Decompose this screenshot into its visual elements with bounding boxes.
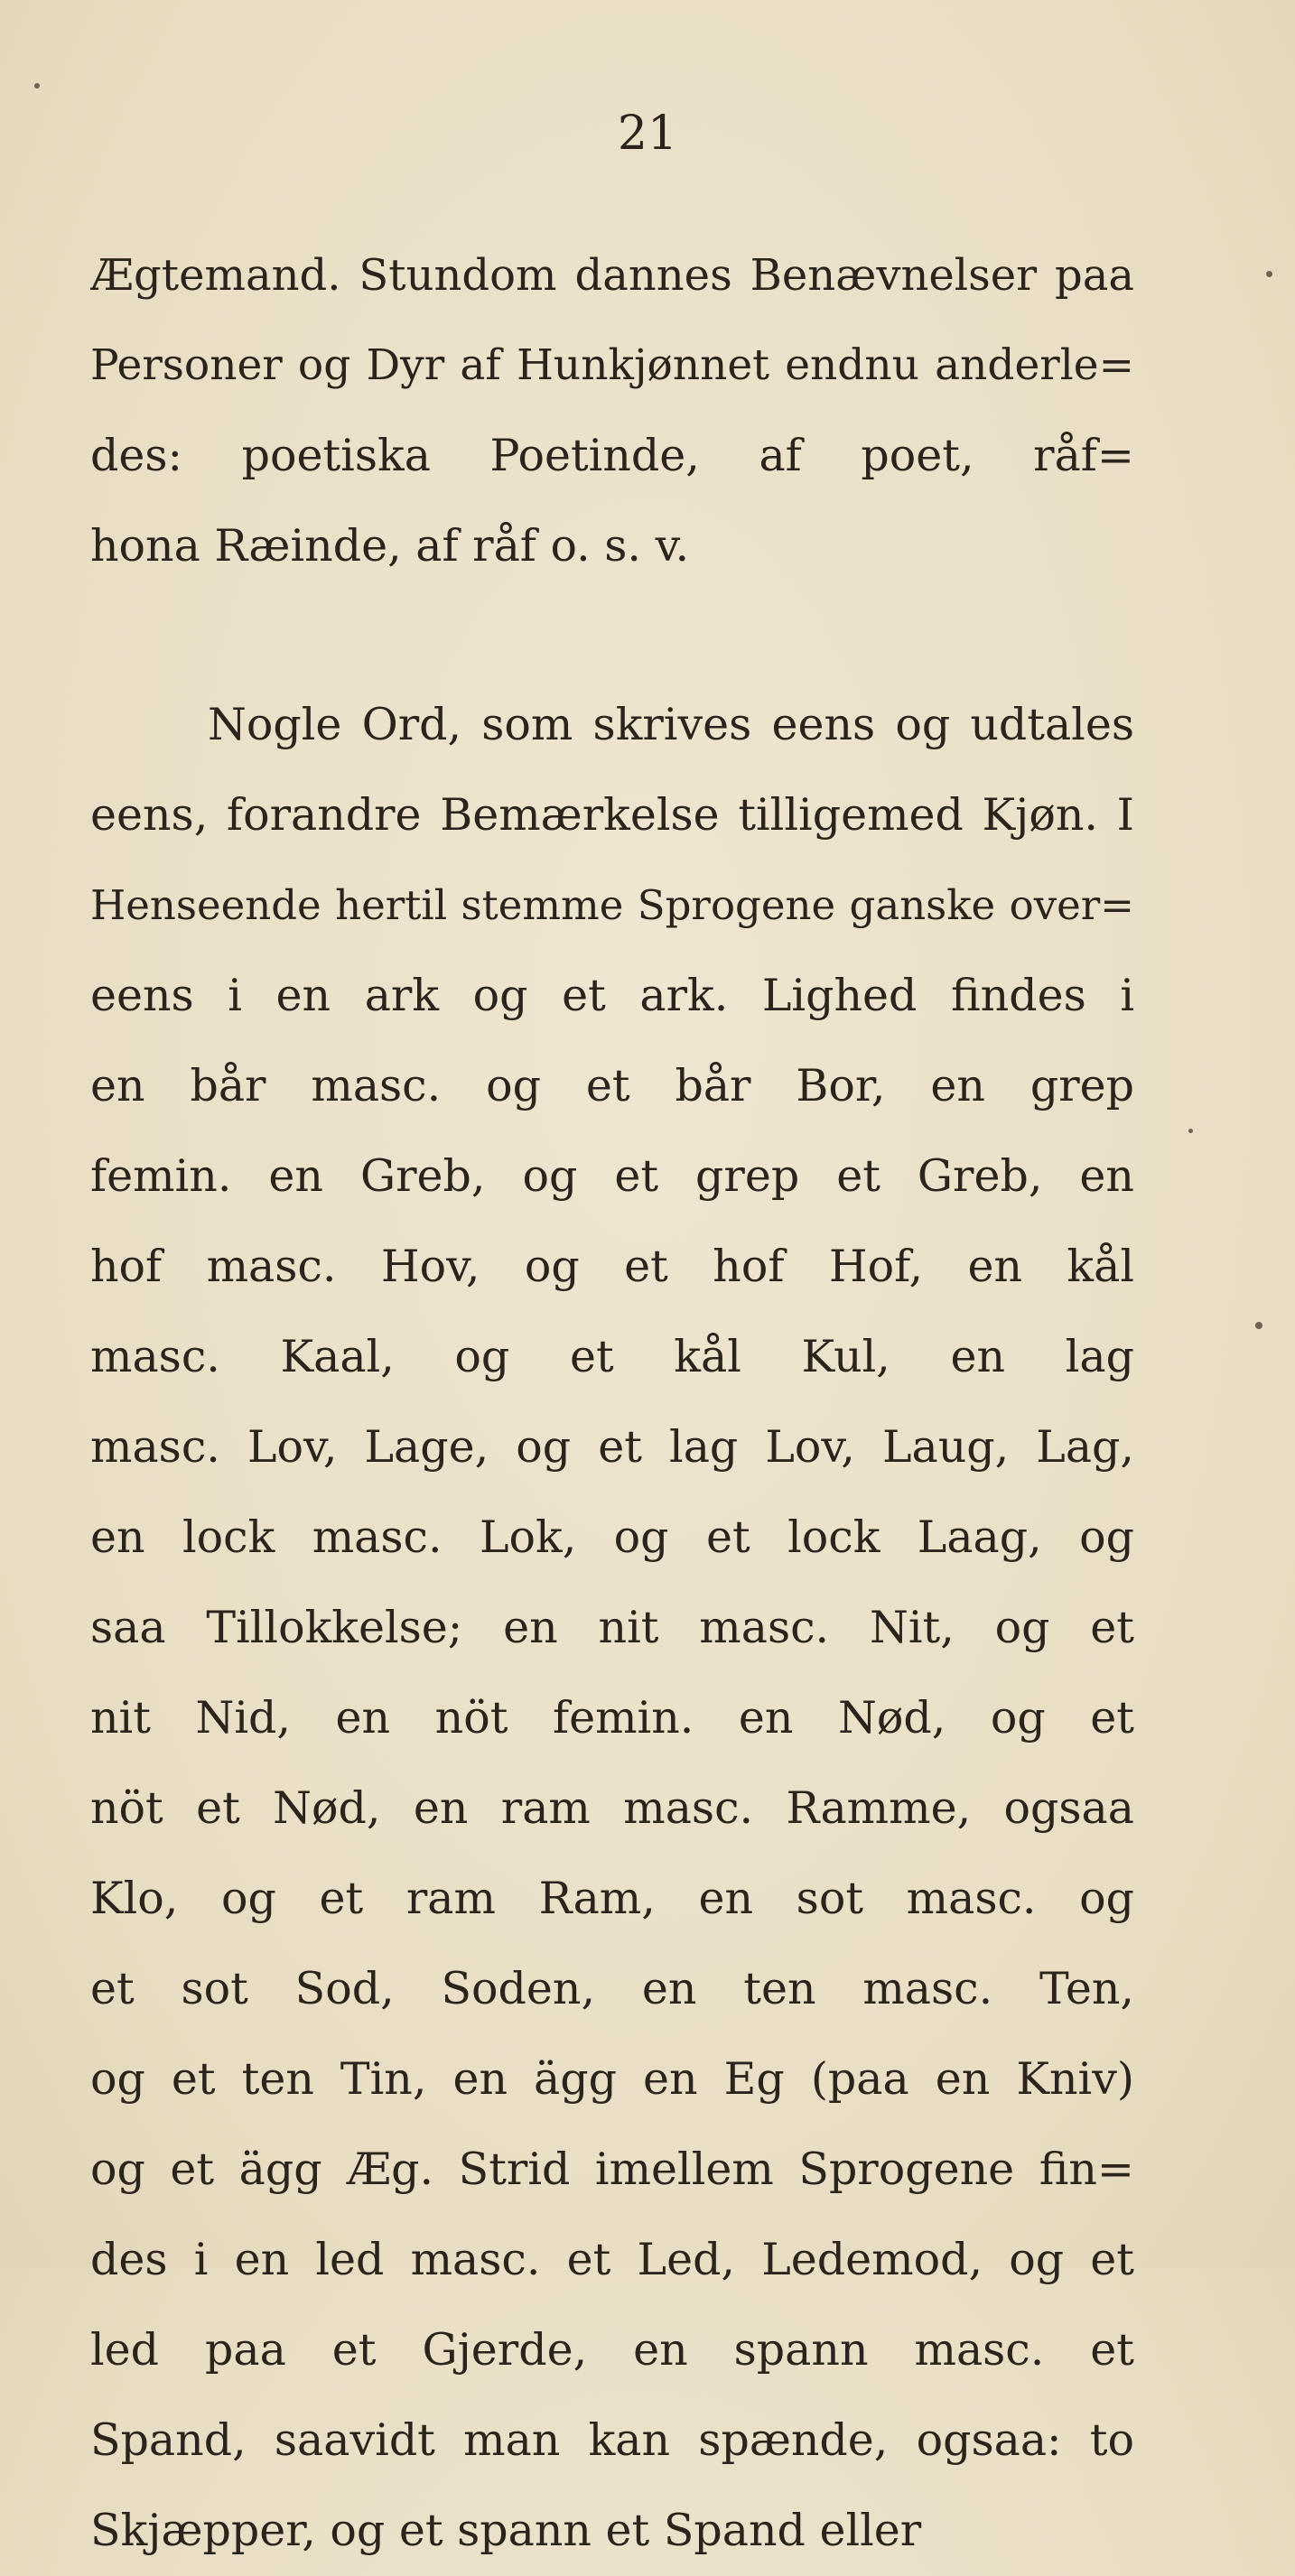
text-line: nit Nid, en nöt femin. en Nød, og et <box>90 1692 1134 1744</box>
text-line: masc. Kaal, og et kål Kul, en lag <box>90 1331 1134 1382</box>
text-line: et sot Sod, Soden, en ten masc. Ten, <box>90 1963 1134 2014</box>
paper-speck <box>1188 1129 1193 1133</box>
paper-speck <box>1266 271 1272 277</box>
text-line: og et ten Tin, en ägg en Eg (paa en Kniv) <box>90 2053 1134 2105</box>
text-line: en lock masc. Lok, og et lock Laag, og <box>90 1511 1134 1563</box>
text-line: Skjæpper, og et spann et Spand eller <box>90 2505 922 2556</box>
text-line: led paa et Gjerde, en spann masc. et <box>90 2324 1134 2376</box>
text-line: nöt et Nød, en ram masc. Ramme, ogsaa <box>90 1782 1134 1834</box>
text-line: Klo, og et ram Ram, en sot masc. og <box>90 1873 1134 1924</box>
text-line: femin. en Greb, og et grep et Greb, en <box>90 1150 1134 1202</box>
paragraph <box>90 230 1134 591</box>
text-line: des: poetiska Poetinde, af poet, råf= <box>90 430 1134 481</box>
text-line: eens i en ark og et ark. Lighed findes i <box>90 970 1134 1021</box>
paper-speck <box>1255 1322 1262 1329</box>
paper-speck <box>34 83 40 88</box>
text-body <box>90 230 1134 2576</box>
text-line: masc. Lov, Lage, og et lag Lov, Laug, Lag, <box>90 1421 1134 1473</box>
text-line: og et ägg Æg. Strid imellem Sprogene fin= <box>90 2144 1134 2195</box>
text-line: Nogle Ord, som skrives eens og udtales <box>208 699 1134 750</box>
paragraph <box>90 680 1134 2576</box>
text-line: Personer og Dyr af Hunkjønnet endnu anderle= <box>90 340 1134 390</box>
text-line: Ægtemand. Stundom dannes Benævnelser paa <box>90 250 1134 301</box>
text-line: hona Ræinde, af råf o. s. v. <box>90 520 690 572</box>
text-line: Henseende hertil stemme Sprogene ganske over= <box>90 881 1134 929</box>
text-line: saa Tillokkelse; en nit masc. Nit, og et <box>90 1602 1134 1653</box>
page-number: 21 <box>617 107 678 161</box>
text-line: Spand, saavidt man kan spænde, ogsaa: to <box>90 2414 1134 2466</box>
text-line: eens, forandre Bemærkelse tilligemed Kjøn. I <box>90 789 1134 841</box>
text-line: en bår masc. og et bår Bor, en grep <box>90 1060 1134 1111</box>
text-line: des i en led masc. et Led, Ledemod, og et <box>90 2234 1134 2285</box>
text-line: hof masc. Hov, og et hof Hof, en kål <box>90 1241 1134 1292</box>
